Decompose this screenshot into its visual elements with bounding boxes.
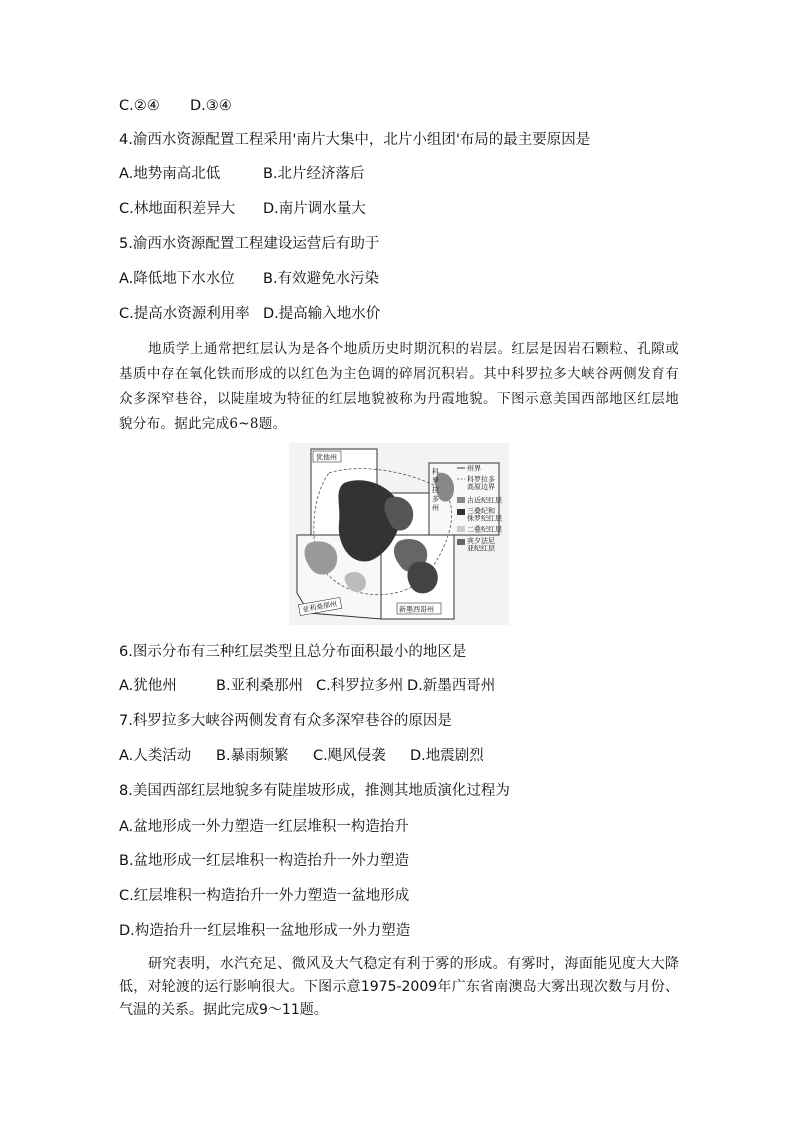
q8-option-a: A.盆地形成一外力塑造一红层堆积一构造抬升 — [119, 819, 409, 835]
q5-option-b: B.有效避免水污染 — [263, 271, 380, 287]
svg-text:高原边界: 高原边界 — [467, 483, 495, 491]
question-5-stem: 5.渝西水资源配置工程建设运营后有助于 — [119, 236, 380, 252]
passage-fog: 研究表明，水汽充足、微风及大气稳定有利于雾的形成。有雾时，海面能见度大大降低，对轮渡的运行影响很大。下图示意1975-2009年广东省南澳岛大雾出现次数与月份、气温的关系。据此完成9～11题。 — [119, 956, 679, 1018]
question-8-stem: 8.美国西部红层地貌多有陡崖坡形成，推测其地质演化过程为 — [119, 783, 510, 799]
option-d: D.③④ — [190, 98, 232, 114]
svg-text:侏罗纪红层: 侏罗纪红层 — [467, 514, 502, 523]
q4-option-b: B.北片经济落后 — [263, 166, 365, 182]
passage-redbeds: 地质学上通常把红层认为是各个地质历史时期沉积的岩层。红层是因岩石颗粒、孔隙或基质中存在氧化铁而形成的以红色为主色调的碎屑沉积岩。其中科罗拉多大峡谷两侧发育有众多深窄巷谷，以陡崖坡为特征的红层地貌被称为丹霞地貌。下图示意美国西部地区红层地貌分布。据此完成6~8题。 — [119, 341, 679, 432]
svg-text:二叠纪红层: 二叠纪红层 — [467, 525, 502, 534]
question-4-stem: 4.渝西水资源配置工程采用'南片大集中，北片小组团'布局的最主要原因是 — [119, 132, 591, 148]
q5-option-a: A.降低地下水水位 — [119, 271, 235, 287]
map-label-new-mexico: 新墨西哥州 — [399, 605, 434, 614]
svg-text:亚纪红层: 亚纪红层 — [467, 544, 495, 553]
question-7-stem: 7.科罗拉多大峡谷两侧发育有众多深窄巷谷的原因是 — [119, 713, 452, 729]
map-label-colorado-5: 州 — [432, 504, 439, 512]
q6-option-c: C.科罗拉多州 — [316, 678, 404, 694]
q8-option-d: D.构造抬升一红层堆积一盆地形成一外力塑造 — [119, 923, 411, 939]
redbed-distribution-map — [289, 443, 509, 625]
q8-option-b: B.盆地形成一红层堆积一构造抬升一外力塑造 — [119, 853, 410, 869]
q7-option-c: C.飓风侵袭 — [313, 748, 386, 764]
map-label-colorado-3: 拉 — [432, 486, 439, 494]
svg-text:三叠纪和: 三叠纪和 — [467, 507, 495, 515]
q7-option-b: B.暴雨频繁 — [216, 748, 289, 764]
map-label-colorado-2: 罗 — [432, 477, 439, 485]
q7-option-d: D.地震剧烈 — [410, 748, 484, 764]
option-c: C.②④ — [119, 98, 160, 114]
svg-text:宾夕法尼: 宾夕法尼 — [467, 537, 495, 545]
q8-option-c: C.红层堆积一构造抬升一外力塑造一盆地形成 — [119, 888, 410, 904]
svg-text:州界: 州界 — [467, 464, 481, 473]
map-label-arizona: 亚利桑那州 — [301, 600, 338, 615]
question-6-stem: 6.图示分布有三种红层类型且总分布面积最小的地区是 — [119, 644, 467, 660]
map-label-colorado-1: 科 — [432, 468, 439, 476]
q5-option-c: C.提高水资源利用率 — [119, 306, 250, 322]
map-label-utah: 犹他州 — [316, 453, 337, 462]
q6-option-b: B.亚利桑那州 — [216, 678, 304, 694]
q6-option-a: A.犹他州 — [119, 678, 177, 694]
q4-option-a: A.地势南高北低 — [119, 166, 221, 182]
q5-option-d: D.提高输入地水价 — [263, 306, 381, 322]
svg-text:古近纪红层: 古近纪红层 — [467, 496, 502, 505]
q4-option-d: D.南片调水量大 — [263, 201, 366, 217]
svg-text:科罗拉多: 科罗拉多 — [467, 475, 495, 484]
q4-option-c: C.林地面积差异大 — [119, 201, 236, 217]
map-label-colorado-4: 多 — [432, 495, 439, 503]
q7-option-a: A.人类活动 — [119, 748, 192, 764]
q6-option-d: D.新墨西哥州 — [407, 678, 496, 694]
